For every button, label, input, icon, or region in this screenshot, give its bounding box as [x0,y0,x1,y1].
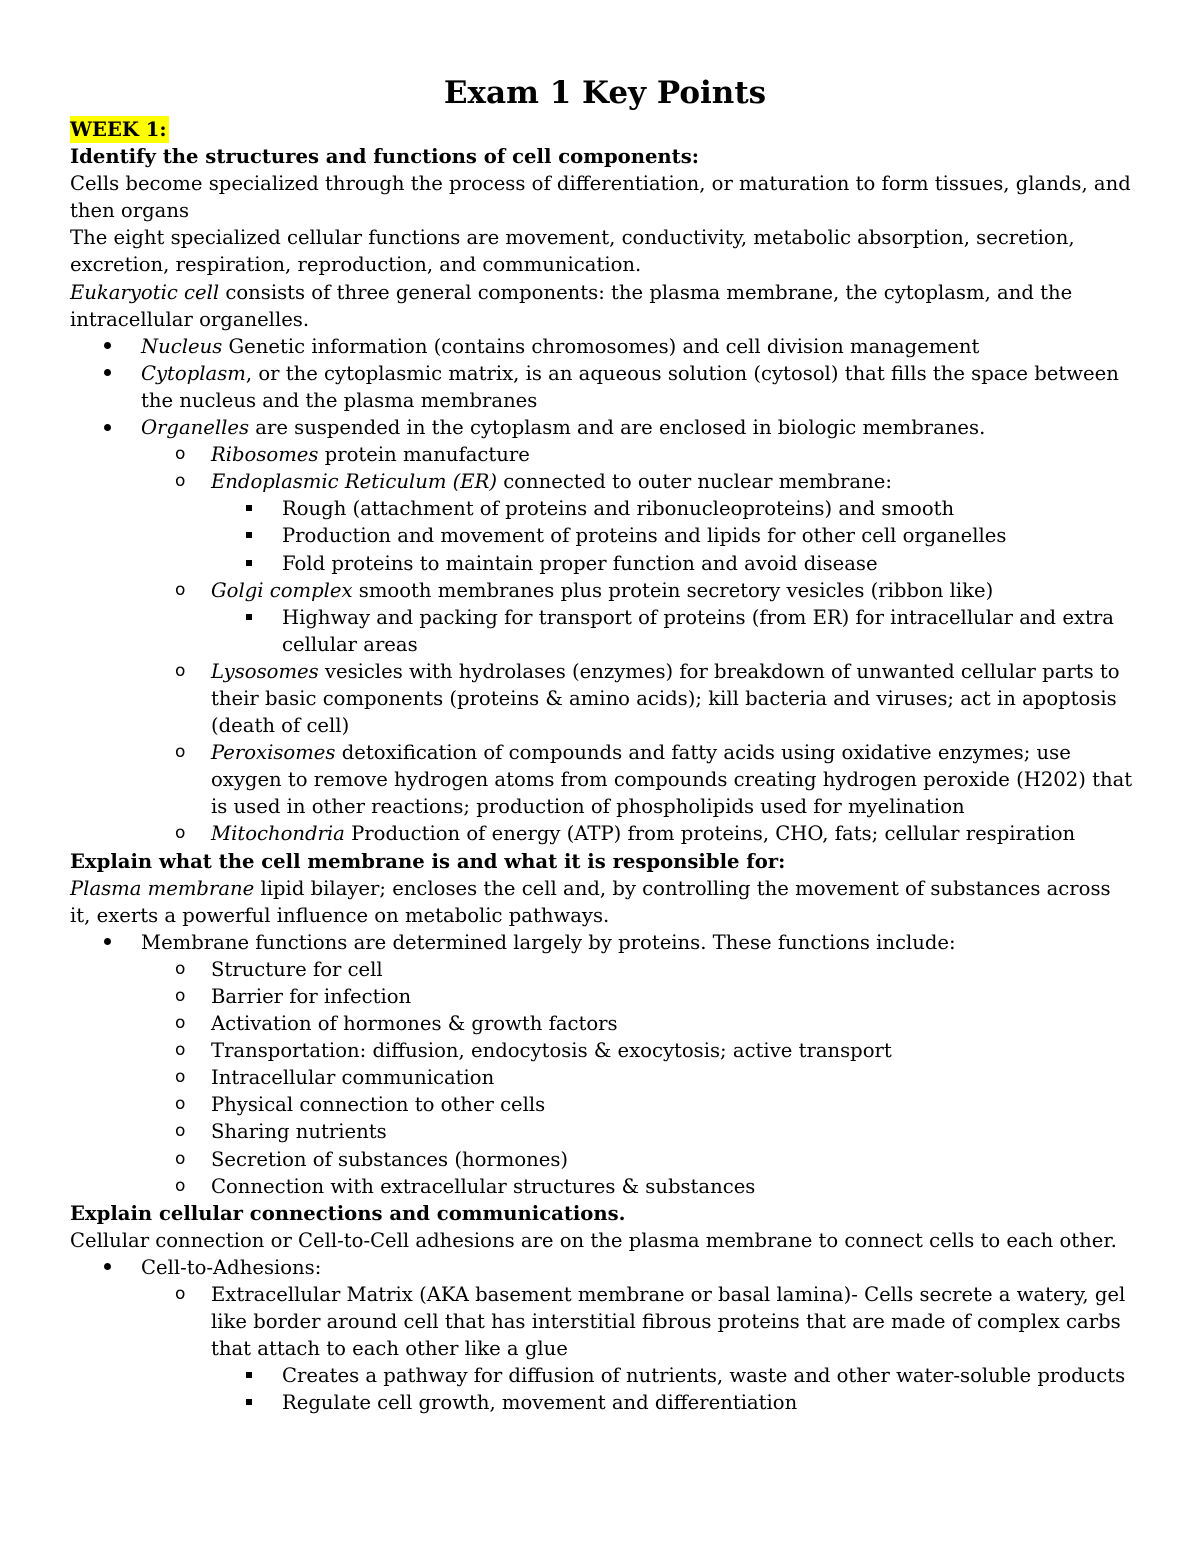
golgi-item-text: Highway and packing for transport of proteins (from ER) for intracellular and extra cellular areas [282,605,1114,656]
bullet-dot-icon [104,929,111,956]
membrane-function-text: Barrier for infection [211,985,412,1008]
text-extracellular-matrix: Extracellular Matrix (AKA basement membrane or basal lamina)- Cells secrete a watery, gel like border around cell that has interstitial fibrous proteins that are made of complex carbs that attach to each other like a glue [211,1283,1126,1361]
membrane-function-item [70,1146,1135,1173]
text-membrane-functions: Membrane functions are determined largely by proteins. These functions include: [141,930,956,954]
membrane-function-text: Activation of hormones & growth factors [211,1012,618,1036]
bullet-dot-icon [104,1254,111,1281]
ecm-item [70,1362,1135,1389]
term-golgi: Golgi complex [211,578,353,602]
text-golgi: smooth membranes plus protein secretory vesicles (ribbon like) [352,578,994,602]
er-item-text: Rough (attachment of proteins and ribonucleoproteins) and smooth [282,497,955,521]
bullet-square-icon [246,1362,252,1389]
bullet-circle-icon: o [175,986,186,1006]
membrane-function-item [70,956,1135,983]
text-cytoplasm: , or the cytoplasmic matrix, is an aqueous solution (cytosol) that fills the space between the nucleus and the plasma membranes [141,361,1119,412]
section-heading-cellular-connections: Explain cellular connections and communications. [70,1201,626,1225]
bullet-circle-icon: o [175,742,186,763]
bullet-circle-icon: o [175,471,186,492]
bullet-dot-icon [104,360,111,387]
week-heading [70,116,1135,143]
er-item [70,495,1135,522]
section-heading-cell-membrane: Explain what the cell membrane is and what it is responsible for: [70,849,786,873]
bullet-circle-icon: o [175,1094,186,1115]
bullet-square-icon [246,550,252,577]
bullet-circle-icon: o [175,660,186,681]
text-lysosomes: vesicles with hydrolases (enzymes) for breakdown of unwanted cellular parts to their basic components (proteins & amino acids); kill bacteria and viruses; act in apoptosis (death of cell) [211,659,1120,738]
subbullet-mitochondria [70,820,1135,847]
subbullet-er [70,468,1135,495]
bullet-circle-icon: o [175,1175,186,1196]
er-item [70,522,1135,549]
bullet-circle-icon: o [175,1040,186,1061]
document-page [70,72,1135,1417]
membrane-function-item [70,1037,1135,1064]
term-organelles: Organelles [141,416,250,440]
text-cell-to-adhesions: Cell-to-Adhesions: [141,1255,322,1279]
bullet-membrane-functions [70,929,1135,956]
bullet-circle-icon: o [175,1148,186,1169]
subbullet-ribosomes [70,441,1135,468]
text-mitochondria: Production of energy (ATP) from proteins, CHO, fats; cellular respiration [344,822,1076,846]
subbullet-peroxisomes [70,739,1135,820]
bullet-square-icon [246,1389,252,1416]
bullet-cell-to-adhesions [70,1254,1135,1281]
bullet-dot-icon [104,414,111,441]
term-peroxisomes: Peroxisomes [211,741,336,765]
membrane-function-item [70,983,1135,1010]
golgi-item [70,604,1135,658]
er-item-text: Fold proteins to maintain proper function and avoid disease [282,551,878,575]
er-item-text: Production and movement of proteins and lipids for other cell organelles [282,524,1007,548]
membrane-function-text: Sharing nutrients [211,1120,387,1144]
membrane-function-text: Structure for cell [211,957,383,981]
bullet-organelles [70,414,1135,441]
paragraph-cell-adhesions: Cellular connection or Cell-to-Cell adhesions are on the plasma membrane to connect cells to each other. [70,1228,1117,1252]
bullet-circle-icon: o [175,823,186,844]
text-er: connected to outer nuclear membrane: [496,470,892,494]
term-lysosomes: Lysosomes [211,659,319,683]
bullet-circle-icon: o [175,579,186,600]
bullet-circle-icon: o [175,1067,186,1088]
membrane-function-item [70,1173,1135,1200]
text-eukaryotic-cell: consists of three general components: the plasma membrane, the cytoplasm, and the intracellular organelles. [70,280,1073,331]
bullet-circle-icon: o [175,1013,186,1034]
bullet-nucleus [70,333,1135,360]
document-title: Exam 1 Key Points [443,75,767,111]
membrane-function-item [70,1064,1135,1091]
text-organelles: are suspended in the cytoplasm and are enclosed in biologic membranes. [249,416,986,440]
er-item [70,550,1135,577]
bullet-circle-icon: o [175,1121,186,1142]
section-heading-cell-components: Identify the structures and functions of cell components: [70,145,699,169]
text-peroxisomes: detoxification of compounds and fatty acids using oxidative enzymes; use oxygen to remove hydrogen atoms from compounds creating hydrogen peroxide (H202) that is used in other reactions; production of phospholipids used for myelination [211,741,1133,819]
membrane-function-text: Secretion of substances (hormones) [211,1147,569,1171]
bullet-circle-icon: o [175,958,186,979]
paragraph-differentiation: Cells become specialized through the process of differentiation, or maturation to form tissues, glands, and then organs [70,172,1131,223]
term-er: Endoplasmic Reticulum (ER) [211,470,497,494]
paragraph-eukaryotic-cell [70,279,1135,333]
paragraph-specialized-functions: The eight specialized cellular functions are movement, conductivity, metabolic absorption, secretion, excretion, respiration, reproduction, and communication. [70,226,1075,277]
text-ribosomes: protein manufacture [318,443,530,467]
paragraph-plasma-membrane [70,875,1135,929]
ecm-item-text: Creates a pathway for diffusion of nutrients, waste and other water-soluble products [282,1364,1126,1388]
membrane-function-text: Physical connection to other cells [211,1093,546,1117]
membrane-function-text: Connection with extracellular structures & substances [211,1174,756,1198]
term-ribosomes: Ribosomes [211,443,319,467]
membrane-function-text: Transportation: diffusion, endocytosis & exocytosis; active transport [211,1039,892,1063]
subbullet-golgi [70,577,1135,604]
bullet-cytoplasm [70,360,1135,414]
bullet-square-icon [246,495,252,522]
membrane-function-item [70,1118,1135,1145]
ecm-item-text: Regulate cell growth, movement and differentiation [282,1391,798,1415]
text-plasma-membrane: lipid bilayer; encloses the cell and, by controlling the movement of substances across it, exerts a powerful influence on metabolic pathways. [70,876,1111,927]
ecm-item [70,1389,1135,1416]
term-mitochondria: Mitochondria [211,822,345,846]
subbullet-lysosomes [70,658,1135,739]
term-cytoplasm: Cytoplasm [141,361,246,385]
bullet-circle-icon: o [175,444,186,465]
bullet-square-icon [246,522,252,549]
membrane-function-item [70,1010,1135,1037]
term-plasma-membrane: Plasma membrane [70,876,255,900]
term-eukaryotic-cell: Eukaryotic cell [70,280,220,304]
term-nucleus: Nucleus [141,334,223,358]
subbullet-extracellular-matrix [70,1281,1135,1362]
text-nucleus: Genetic information (contains chromosomes) and cell division management [222,334,980,358]
bullet-square-icon [246,604,252,631]
bullet-circle-icon: o [175,1284,186,1305]
membrane-function-text: Intracellular communication [211,1066,495,1090]
bullet-dot-icon [104,333,111,360]
week-label: WEEK 1: [70,116,169,143]
membrane-function-item [70,1091,1135,1118]
